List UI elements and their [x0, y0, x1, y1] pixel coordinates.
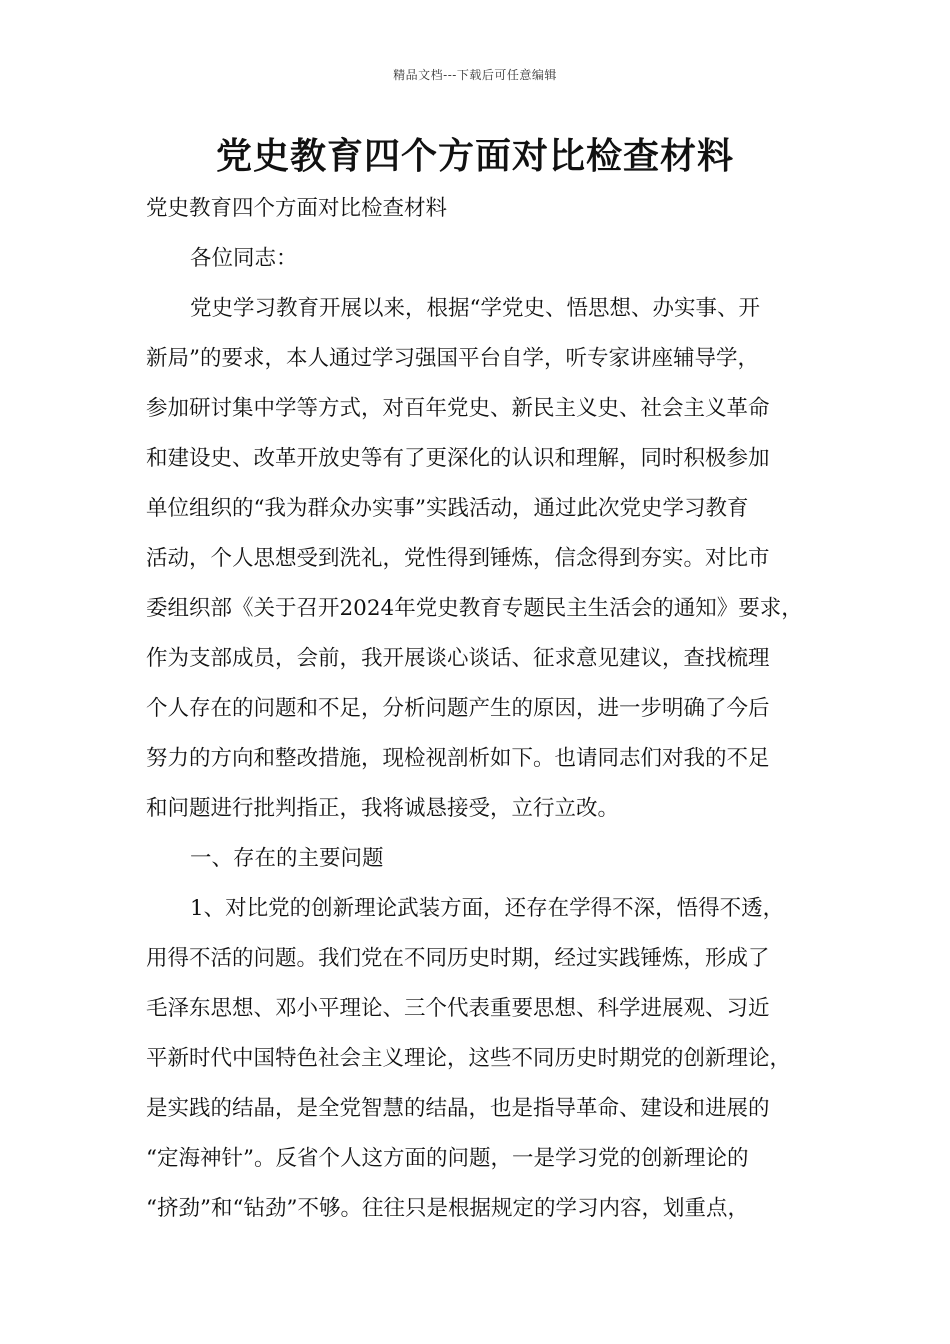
document-title: 党史教育四个方面对比检查材料 — [215, 136, 734, 177]
body-line: 活动，个人思想受到洗礼，党性得到锤炼，信念得到夯实。对比市 — [146, 546, 770, 571]
salutation-line: 各位同志： — [190, 246, 298, 271]
body-line: “定海神针”。反省个人这方面的问题，一是学习党的创新理论的 — [146, 1146, 749, 1171]
body-line: 作为支部成员，会前，我开展谈心谈话、征求意见建议，查找梳理 — [146, 646, 770, 671]
document-body — [146, 184, 814, 1234]
body-line: 是实践的结晶，是全党智慧的结晶，也是指导革命、建设和进展的 — [146, 1096, 770, 1121]
body-line: 和建设史、改革开放史等有了更深化的认识和理解，同时积极参加 — [146, 446, 770, 471]
body-line: 委组织部《关于召开2024年党史教育专题民主生活会的通知》要求， — [146, 596, 803, 621]
body-line: 毛泽东思想、邓小平理论、三个代表重要思想、科学进展观、习近 — [146, 996, 770, 1021]
body-line: 用得不活的问题。我们党在不同历史时期，经过实践锤炼，形成了 — [146, 946, 770, 971]
body-line: 1、对比党的创新理论武装方面，还存在学得不深，悟得不透， — [190, 896, 785, 921]
body-line: “挤劲”和“钻劲”不够。往往只是根据规定的学习内容，划重点， — [146, 1196, 749, 1221]
body-line: 参加研讨集中学等方式，对百年党史、新民主义史、社会主义革命 — [146, 396, 770, 421]
body-line: 平新时代中国特色社会主义理论，这些不同历史时期党的创新理论， — [146, 1046, 792, 1071]
body-line: 单位组织的“我为群众办实事”实践活动，通过此次党史学习教育 — [146, 496, 749, 521]
body-line: 努力的方向和整改措施，现检视剖析如下。也请同志们对我的不足 — [146, 746, 770, 771]
body-line: 个人存在的问题和不足，分析问题产生的原因，进一步明确了今后 — [146, 696, 770, 721]
body-line: 党史学习教育开展以来，根据“学党史、悟思想、办实事、开 — [190, 296, 760, 321]
body-line: 新局”的要求，本人通过学习强国平台自学，听专家讲座辅导学， — [146, 346, 759, 371]
body-line: 和问题进行批判指正，我将诚恳接受，立行立改。 — [146, 796, 620, 821]
header-note: 精品文档---下载后可任意编辑 — [393, 68, 557, 82]
subtitle-line: 党史教育四个方面对比检查材料 — [146, 196, 448, 221]
section-heading: 一、存在的主要问题 — [190, 846, 384, 871]
